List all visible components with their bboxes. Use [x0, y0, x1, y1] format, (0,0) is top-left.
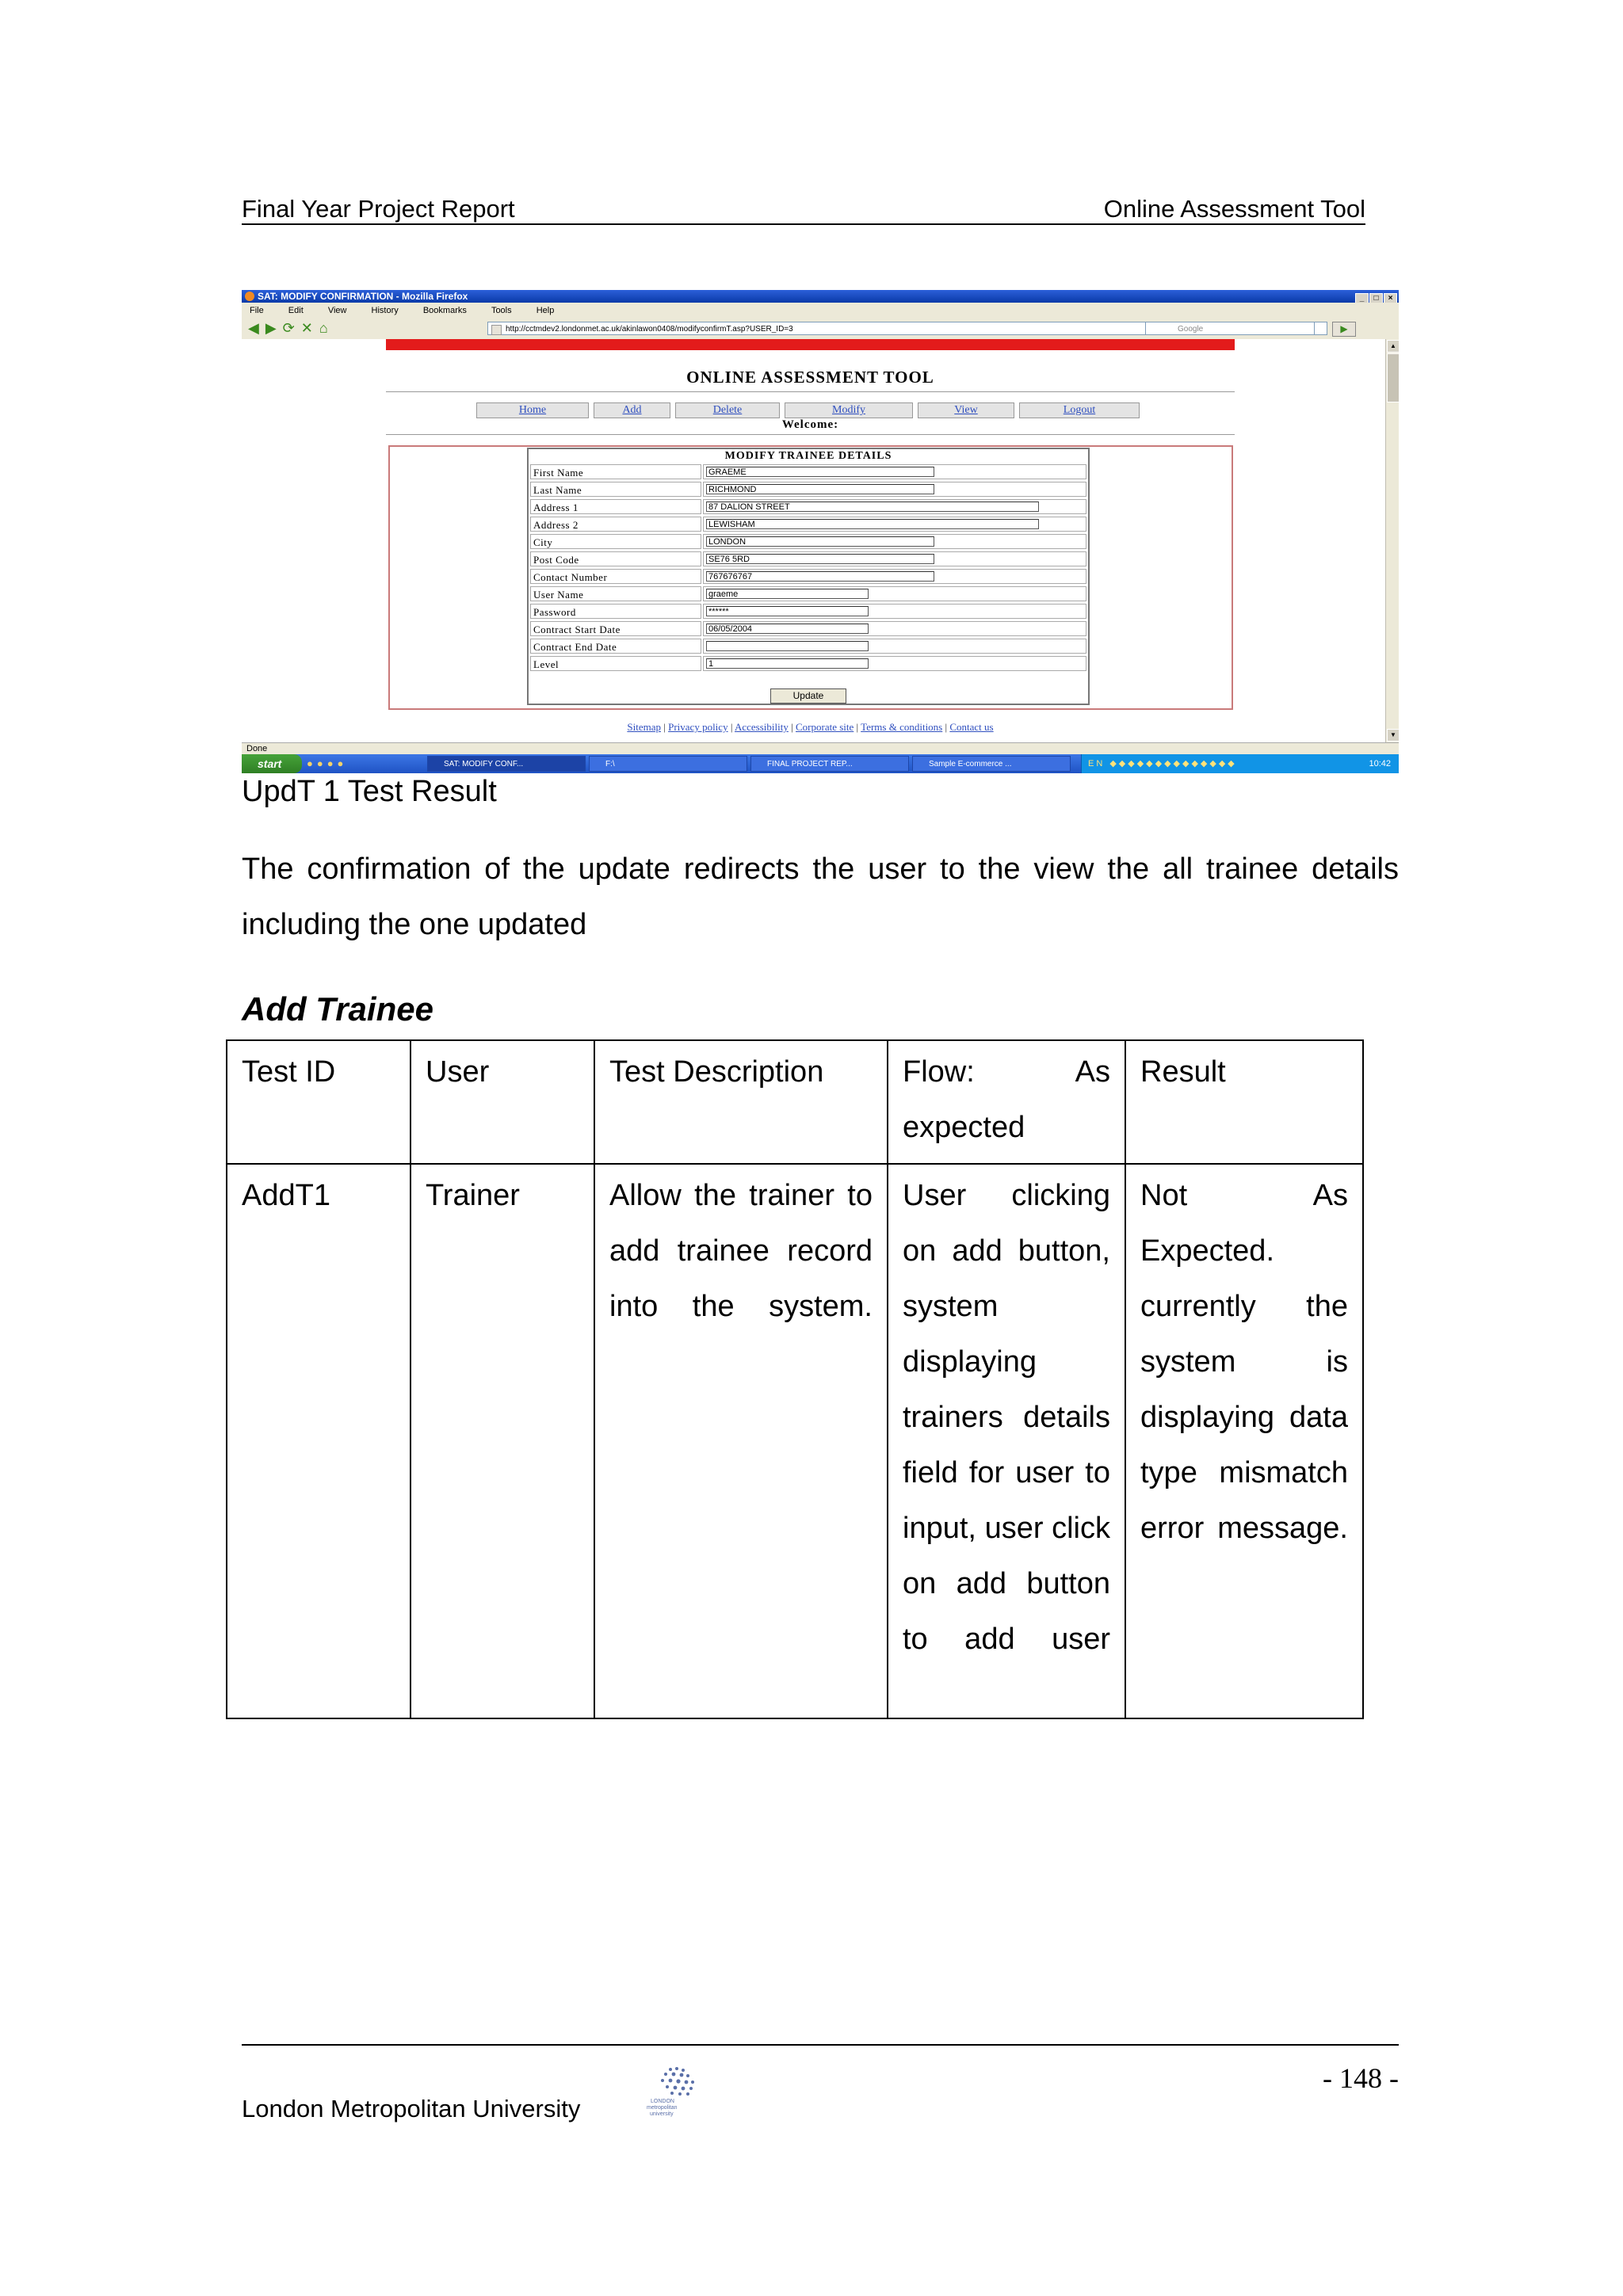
app-nav	[476, 402, 1144, 418]
field-label: User Name	[530, 586, 701, 601]
field-row-address-2	[530, 517, 1086, 533]
footer-university: London Metropolitan University	[242, 2095, 581, 2122]
task-sample-ecommerce[interactable]: Sample E-commerce ...	[912, 756, 1071, 772]
field-label: Address 2	[530, 517, 701, 532]
field-label: City	[530, 534, 701, 549]
contract-end-input[interactable]	[706, 641, 869, 651]
link-separator: |	[730, 721, 733, 733]
minimize-icon[interactable]: _	[1355, 293, 1369, 305]
field-row-user-name	[530, 586, 1086, 603]
university-logo-icon	[615, 2065, 702, 2117]
menu-bookmarks[interactable]: Bookmarks	[422, 306, 467, 315]
table-row	[227, 1164, 1363, 1718]
section-title: Add Trainee	[242, 990, 433, 1028]
field-label: Level	[530, 656, 701, 671]
link-separator: |	[663, 721, 666, 733]
field-label: Contract Start Date	[530, 621, 701, 636]
header-test-id: Test ID	[227, 1040, 411, 1164]
page-content	[242, 339, 1385, 742]
field-row-contact-number	[530, 569, 1086, 585]
app-title: ONLINE ASSESSMENT TOOL	[686, 368, 934, 387]
header-flow: Flow: As expected	[888, 1040, 1125, 1164]
menu-history[interactable]: History	[371, 306, 399, 315]
search-box[interactable]	[1145, 322, 1315, 335]
field-row-city	[530, 534, 1086, 551]
header-user: User	[411, 1040, 594, 1164]
page-header	[242, 195, 1365, 225]
welcome-divider	[386, 434, 1235, 435]
url-text: http://cctmdev2.londonmet.ac.uk/akinlawon0408/modifyconfirmT.asp?USER_ID=3	[506, 325, 793, 334]
field-row-first-name	[530, 464, 1086, 481]
firefox-icon	[245, 292, 254, 301]
field-row-contract-end	[530, 639, 1086, 655]
menu-view[interactable]: View	[327, 306, 347, 315]
red-banner	[386, 339, 1235, 350]
window-title: SAT: MODIFY CONFIRMATION - Mozilla Firefox	[258, 291, 468, 302]
menu-help[interactable]: Help	[536, 306, 555, 315]
go-button[interactable]: ▶	[1332, 322, 1356, 337]
search-placeholder: Google	[1178, 325, 1204, 334]
app-footer-links	[386, 721, 1235, 734]
address-2-input[interactable]: LEWISHAM	[706, 519, 1039, 529]
clock: 10:42	[1369, 759, 1391, 769]
welcome-text: Welcome:	[781, 418, 839, 431]
maximize-icon[interactable]: □	[1369, 293, 1383, 305]
nav-buttons-icons[interactable]: ◀▶⟳✕⌂	[248, 320, 334, 336]
page-icon	[491, 325, 502, 335]
svg-text:university: university	[650, 2111, 674, 2117]
scroll-up-icon[interactable]: ▲	[1387, 340, 1399, 353]
scroll-down-icon[interactable]: ▼	[1387, 729, 1399, 742]
menu-file[interactable]: File	[250, 306, 264, 315]
field-label: Address 1	[530, 499, 701, 514]
test-table	[226, 1039, 1364, 1719]
update-button[interactable]: Update	[770, 688, 846, 704]
cell-user: Trainer	[411, 1164, 594, 1718]
field-row-address-1	[530, 499, 1086, 516]
header-result: Result	[1125, 1040, 1363, 1164]
nav-modify[interactable]: Modify	[785, 402, 913, 418]
start-button[interactable]: start	[242, 754, 302, 773]
header-left: Final Year Project Report	[242, 195, 515, 223]
field-row-last-name	[530, 482, 1086, 498]
svg-text:metropolitan: metropolitan	[647, 2105, 678, 2111]
field-label: Contract End Date	[530, 639, 701, 654]
tray-icons[interactable]: EN ◆◆◆◆◆◆◆◆◆◆◆◆◆◆	[1088, 759, 1237, 769]
nav-home[interactable]: Home	[476, 402, 589, 418]
link-separator: |	[856, 721, 859, 733]
menu-tools[interactable]: Tools	[491, 306, 512, 315]
system-tray	[1081, 754, 1399, 773]
taskbar	[242, 754, 1399, 773]
link-separator: |	[945, 721, 948, 733]
link-terms[interactable]: Terms & conditions	[861, 721, 943, 733]
figure-caption: UpdT 1 Test Result	[242, 775, 497, 808]
body-paragraph: The confirmation of the update redirects the user to the view the all trainee details including the one updated	[242, 852, 1399, 941]
field-label: Last Name	[530, 482, 701, 497]
scroll-thumb[interactable]	[1387, 353, 1399, 402]
menu-bar	[242, 303, 1399, 318]
browser-screenshot	[242, 290, 1399, 773]
svg-text:LONDON: LONDON	[651, 2099, 674, 2104]
quick-launch-icons[interactable]: ●●●●	[307, 757, 348, 769]
header-right: Online Assessment Tool	[1103, 195, 1365, 223]
status-bar: Done	[242, 742, 1399, 754]
footer-divider	[242, 2044, 1399, 2046]
language-indicator[interactable]: EN	[1088, 759, 1106, 769]
field-label: Contact Number	[530, 569, 701, 584]
task-final-report[interactable]: FINAL PROJECT REP...	[750, 756, 909, 772]
field-row-level	[530, 656, 1086, 673]
link-accessibility[interactable]: Accessibility	[734, 721, 789, 733]
post-code-input[interactable]: SE76 5RD	[706, 554, 934, 564]
field-row-contract-start	[530, 621, 1086, 638]
field-label: First Name	[530, 464, 701, 479]
task-sat-modify[interactable]: SAT: MODIFY CONF...	[427, 756, 586, 772]
address-1-input[interactable]: 87 DALION STREET	[706, 502, 1039, 512]
header-test-description: Test Description	[594, 1040, 888, 1164]
cell-result: Not As Expected. currently the system is displaying data type mismatch error message.	[1125, 1164, 1363, 1718]
form-heading: MODIFY TRAINEE DETAILS	[724, 450, 892, 462]
page-number: - 148 -	[1323, 2062, 1399, 2094]
password-input[interactable]: ******	[706, 606, 869, 616]
last-name-input[interactable]: RICHMOND	[706, 484, 934, 494]
vertical-scrollbar[interactable]	[1385, 339, 1399, 742]
nav-view[interactable]: View	[918, 402, 1014, 418]
nav-delete[interactable]: Delete	[675, 402, 780, 418]
link-separator: |	[791, 721, 793, 733]
field-label: Password	[530, 604, 701, 619]
field-label: Post Code	[530, 551, 701, 566]
field-row-post-code	[530, 551, 1086, 568]
task-folder[interactable]: F:\	[589, 756, 747, 772]
cell-test-id: AddT1	[227, 1164, 411, 1718]
window-titlebar	[242, 290, 1399, 303]
menu-edit[interactable]: Edit	[288, 306, 304, 315]
link-privacy[interactable]: Privacy policy	[668, 721, 728, 733]
user-name-input[interactable]: graeme	[706, 589, 869, 599]
link-corporate[interactable]: Corporate site	[795, 721, 854, 733]
contact-number-input[interactable]: 767676767	[706, 571, 934, 582]
nav-logout[interactable]: Logout	[1019, 402, 1140, 418]
first-name-input[interactable]: GRAEME	[706, 467, 934, 477]
close-icon[interactable]: ×	[1384, 293, 1397, 305]
field-row-password	[530, 604, 1086, 620]
city-input[interactable]: LONDON	[706, 536, 934, 547]
table-header-row	[227, 1040, 1363, 1164]
cell-description: Allow the trainer to add trainee record into the system.	[594, 1164, 888, 1718]
level-input[interactable]: 1	[706, 658, 869, 669]
cell-flow: User clicking on add button, system displaying trainers details field for user to input, user click on add button to add user	[888, 1164, 1125, 1718]
nav-add[interactable]: Add	[594, 402, 670, 418]
title-divider	[386, 391, 1235, 392]
link-contact[interactable]: Contact us	[949, 721, 994, 733]
contract-start-input[interactable]: 06/05/2004	[706, 624, 869, 634]
link-sitemap[interactable]: Sitemap	[627, 721, 661, 733]
